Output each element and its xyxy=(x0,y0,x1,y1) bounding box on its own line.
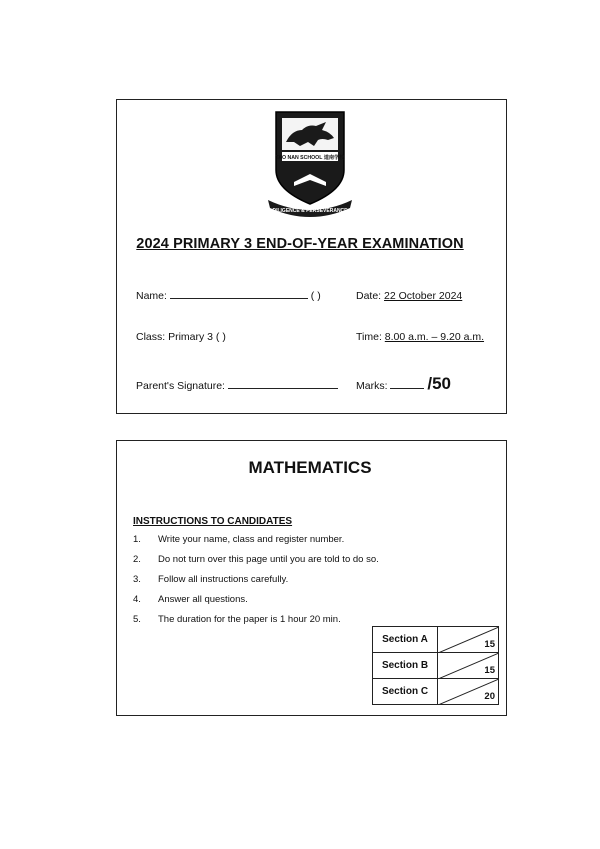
section-max-marks: 15 xyxy=(484,665,495,676)
section-max-marks: 20 xyxy=(484,691,495,702)
section-max-marks: 15 xyxy=(484,639,495,650)
time-label: Time: xyxy=(356,331,382,343)
section-score-cell[interactable] xyxy=(438,627,499,653)
svg-text:TAO NAN SCHOOL 道南学校: TAO NAN SCHOOL 道南学校 xyxy=(275,155,345,161)
section-label: Section B xyxy=(373,653,438,679)
instruction-item xyxy=(133,554,379,574)
time-field xyxy=(356,331,484,343)
instruction-number: 2. xyxy=(133,554,141,565)
date-label: Date: xyxy=(356,290,382,302)
instruction-item xyxy=(133,534,379,554)
name-register-paren: ( ) xyxy=(310,290,321,302)
instructions-heading: INSTRUCTIONS TO CANDIDATES xyxy=(133,516,293,527)
instruction-text: The duration for the paper is 1 hour 20 min. xyxy=(158,614,341,625)
signature-line[interactable] xyxy=(228,388,338,389)
class-field[interactable]: Class: Primary 3 ( ) xyxy=(136,331,226,343)
table-row xyxy=(373,627,499,653)
signature-field[interactable] xyxy=(136,380,338,392)
marks-label: Marks: xyxy=(356,380,388,392)
name-line[interactable] xyxy=(170,298,308,299)
subject-title: MATHEMATICS xyxy=(248,458,372,477)
instruction-item xyxy=(133,594,379,614)
exam-title: 2024 PRIMARY 3 END-OF-YEAR EXAMINATION xyxy=(136,236,464,252)
name-field[interactable] xyxy=(136,290,321,302)
instruction-item xyxy=(133,614,379,634)
instructions-list xyxy=(133,534,379,634)
instruction-number: 5. xyxy=(133,614,141,625)
section-label: Section A xyxy=(373,627,438,653)
instruction-text: Follow all instructions carefully. xyxy=(158,574,289,585)
instruction-number: 3. xyxy=(133,574,141,585)
svg-text:DILIGENCE & PERSEVERANCE: DILIGENCE & PERSEVERANCE xyxy=(272,208,348,214)
time-value: 8.00 a.m. – 9.20 a.m. xyxy=(384,331,485,343)
marks-field xyxy=(356,374,451,394)
date-value: 22 October 2024 xyxy=(384,290,463,302)
table-row xyxy=(373,679,499,705)
instruction-number: 4. xyxy=(133,594,141,605)
section-label: Section C xyxy=(373,679,438,705)
date-field xyxy=(356,290,462,302)
signature-label: Parent's Signature: xyxy=(136,380,225,392)
table-row xyxy=(373,653,499,679)
marks-total: /50 xyxy=(427,374,451,393)
instruction-number: 1. xyxy=(133,534,141,545)
marks-line[interactable] xyxy=(390,388,424,389)
instruction-text: Write your name, class and register number. xyxy=(158,534,345,545)
section-marks-table xyxy=(372,626,499,705)
school-crest-icon xyxy=(264,108,356,220)
section-score-cell[interactable] xyxy=(438,679,499,705)
instruction-text: Answer all questions. xyxy=(158,594,248,605)
name-label: Name: xyxy=(136,290,167,302)
instruction-item xyxy=(133,574,379,594)
section-score-cell[interactable] xyxy=(438,653,499,679)
instruction-text: Do not turn over this page until you are told to do so. xyxy=(158,554,379,565)
